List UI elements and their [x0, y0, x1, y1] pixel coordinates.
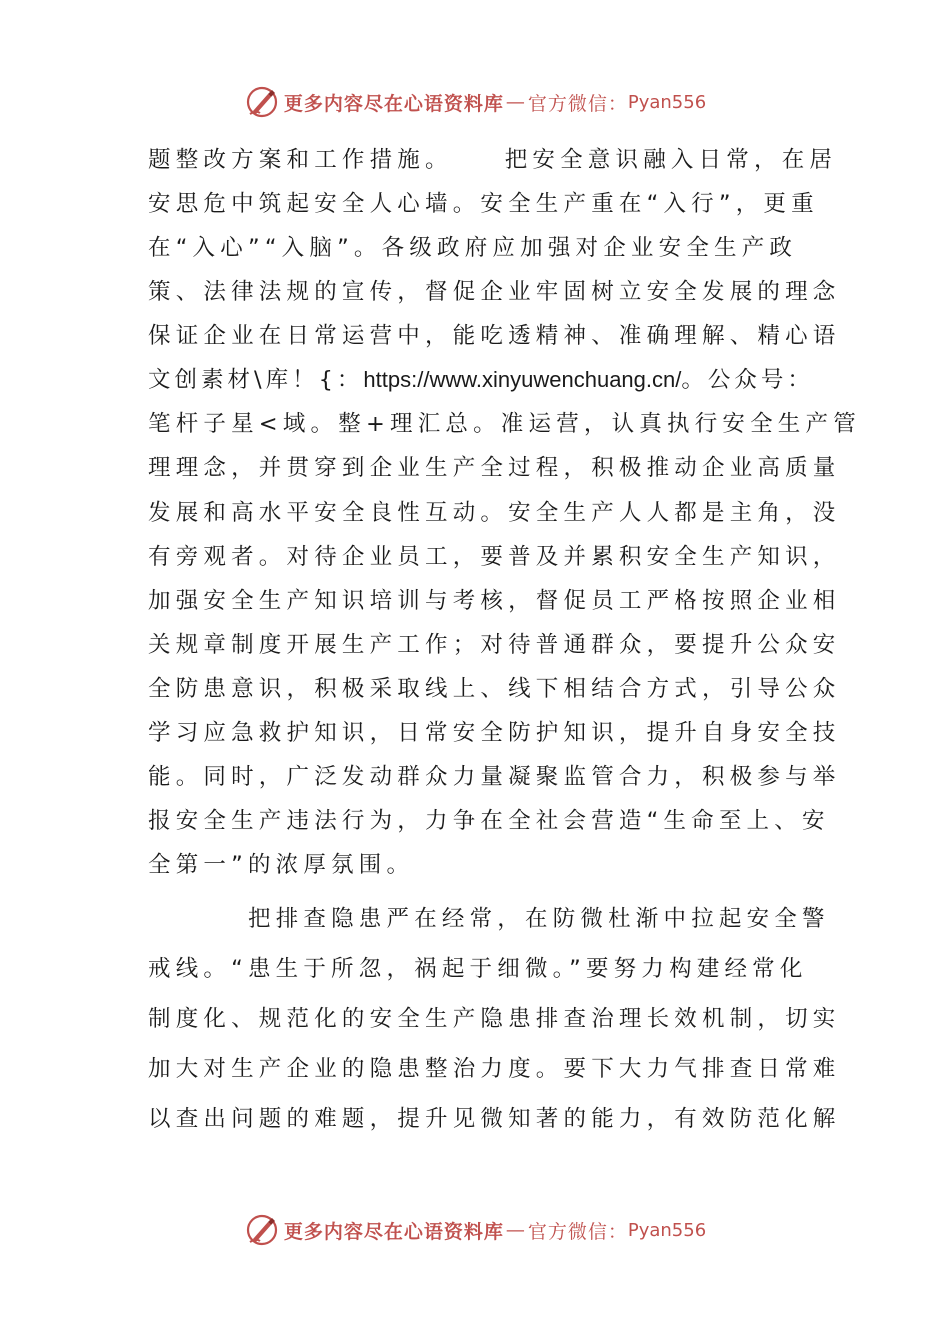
header-dash: —	[505, 91, 526, 113]
text-line: 有旁观者。对待企业员工，要普及并累积安全生产知识，	[148, 544, 841, 570]
footer-dash: —	[505, 1219, 526, 1241]
text-line	[148, 360, 838, 400]
text-line: 制度化、规范化的安全生产隐患排查治理长效机制，切实	[148, 1006, 841, 1032]
header-banner	[0, 82, 950, 122]
text-line	[148, 899, 838, 939]
text-line: 保证企业在日常运营中，能吃透精神、准确理解、精心语	[148, 323, 841, 349]
text-line: 发展和高水平安全良性互动。安全生产人人都是主角，没	[148, 500, 841, 526]
text-line: 在“入心”“入脑”。各级政府应加强对企业安全生产政	[148, 235, 798, 261]
header-official: 官方微信：	[527, 92, 628, 115]
text-segment: 把排查隐患严在经常，在防微杜渐中拉起安全警	[248, 906, 830, 932]
text-line: 笔杆子星<域。整+理汇总。准运营，认真执行安全生产管	[148, 411, 861, 437]
text-segment: 题整改方案和工作措施。	[148, 147, 453, 173]
text-line: 加强安全生产知识培训与考核，督促员工严格按照企业相	[148, 588, 841, 614]
text-line: 加大对生产企业的隐患整治力度。要下大力气排查日常难	[148, 1056, 841, 1082]
text-line: 学习应急救护知识，日常安全防护知识，提升自身安全技	[148, 720, 841, 746]
text-line: 报安全生产违法行为，力争在全社会营造“生命至上、安	[148, 808, 830, 834]
pen-logo-icon	[244, 84, 280, 120]
text-line: 关规章制度开展生产工作；对待普通群众，要提升公众安	[148, 632, 841, 658]
text-line: 全第一”的浓厚氛围。	[148, 852, 415, 878]
text-line: 戒线。“患生于所忽，祸起于细微。”要努力构建经常化	[148, 956, 808, 982]
text-line: 理理念，并贯穿到企业生产全过程，积极推动企业高质量	[148, 455, 841, 481]
text-line: 能。同时，广泛发动群众力量凝聚监管合力，积极参与举	[148, 764, 841, 790]
header-brand: 更多内容尽在心语资料库	[283, 92, 504, 115]
text-line	[148, 140, 838, 180]
header-wechat-id: Pyan556	[627, 91, 707, 113]
text-line: 以查出问题的难题，提升见微知著的能力，有效防范化解	[148, 1106, 841, 1132]
text-segment: 文创素材\库！{：	[148, 367, 364, 393]
text-line: 策、法律法规的宣传，督促企业牢固树立安全发展的理念	[148, 279, 841, 305]
text-segment: 。公众号：	[681, 367, 814, 393]
footer-banner	[0, 1210, 950, 1250]
text-line: 安思危中筑起安全人心墙。安全生产重在“入行”，更重	[148, 191, 819, 217]
text-segment: 把安全意识融入日常，在居	[504, 147, 838, 173]
pen-logo-icon	[244, 1212, 280, 1248]
website-link[interactable]: https://www.xinyuwenchuang.cn/	[363, 367, 682, 392]
footer-wechat-id: Pyan556	[627, 1219, 707, 1241]
text-line: 全防患意识，积极采取线上、线下相结合方式，引导公众	[148, 676, 841, 702]
footer-brand: 更多内容尽在心语资料库	[283, 1220, 504, 1243]
footer-official: 官方微信：	[527, 1220, 628, 1243]
